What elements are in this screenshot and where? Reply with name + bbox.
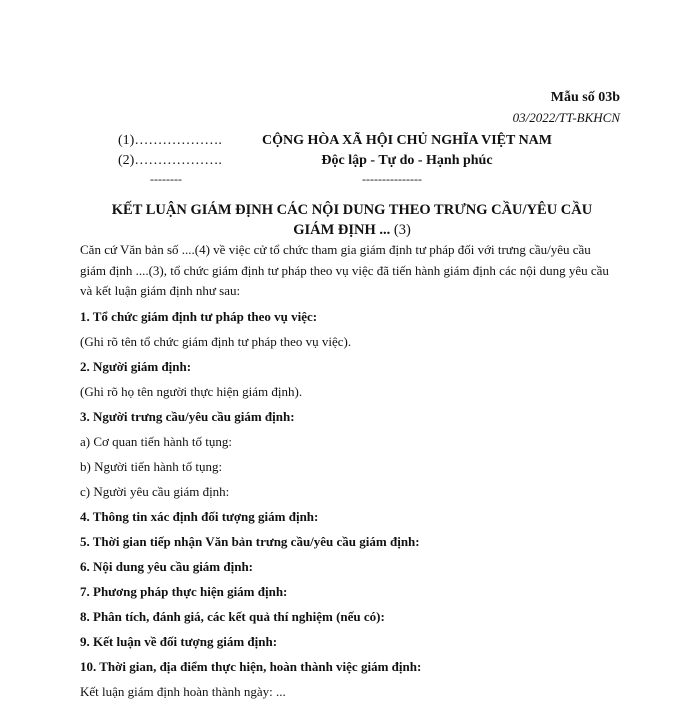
section-4-heading: 4. Thông tin xác định đối tượng giám định: [80,508,319,524]
section-6-heading: 6. Nội dung yêu cầu giám định: [80,558,254,574]
section-8-heading: 8. Phân tích, đánh giá, các kết quả thí nghiệm (nếu có): [80,608,385,624]
section-1-heading: 1. Tổ chức giám định tư pháp theo vụ việc: [80,308,318,324]
agency-blank-2: (2)………………. [118,153,222,168]
section-9-heading: 9. Kết luận về đối tượng giám định: [80,633,278,649]
national-motto: Độc lập - Tự do - Hạnh phúc [321,153,493,168]
preamble: Căn cứ Văn bản số ....(4) về việc cử tổ chức tham gia giám định tư pháp đối với trưng cầu/yêu cầu giám định ....(3), tổ chức giám định tư pháp theo vụ việc đã tiến hành giám định các nội dung yêu cầu và kết luận giám định như sau: [80,242,609,298]
section-3-item-b: b) Người tiến hành tố tụng: [80,458,223,474]
document-title-note: (3) [393,222,411,238]
section-1-note: (Ghi rõ tên tổ chức giám định tư pháp theo vụ việc). [80,333,352,349]
form-number: Mẫu số 03b [550,90,620,105]
document-title [92,200,612,240]
section-2-heading: 2. Người giám định: [80,358,192,374]
right-divider: --------------- [362,172,422,186]
document-body [80,240,620,707]
completion-date: Kết luận giám định hoàn thành ngày: ... [80,683,286,699]
document-title-main: KẾT LUẬN GIÁM ĐỊNH CÁC NỘI DUNG THEO TRƯNG CẦU/YÊU CẦU GIÁM ĐỊNH ... [111,202,593,238]
section-10-heading: 10. Thời gian, địa điểm thực hiện, hoàn thành việc giám định: [80,658,422,674]
section-3-heading: 3. Người trưng cầu/yêu cầu giám định: [80,408,295,424]
section-5-heading: 5. Thời gian tiếp nhận Văn bản trưng cầu/yêu cầu giám định: [80,533,420,549]
circular-reference: 03/2022/TT-BKHCN [512,110,620,125]
left-divider: -------- [150,172,182,186]
section-3-item-a: a) Cơ quan tiến hành tố tụng: [80,433,233,449]
national-title: CỘNG HÒA XÃ HỘI CHỦ NGHĨA VIỆT NAM [261,133,552,148]
section-3-item-c: c) Người yêu cầu giám định: [80,483,230,499]
agency-blank-1: (1)………………. [118,133,222,148]
section-2-note: (Ghi rõ họ tên người thực hiện giám định). [80,383,303,399]
section-7-heading: 7. Phương pháp thực hiện giám định: [80,583,288,599]
